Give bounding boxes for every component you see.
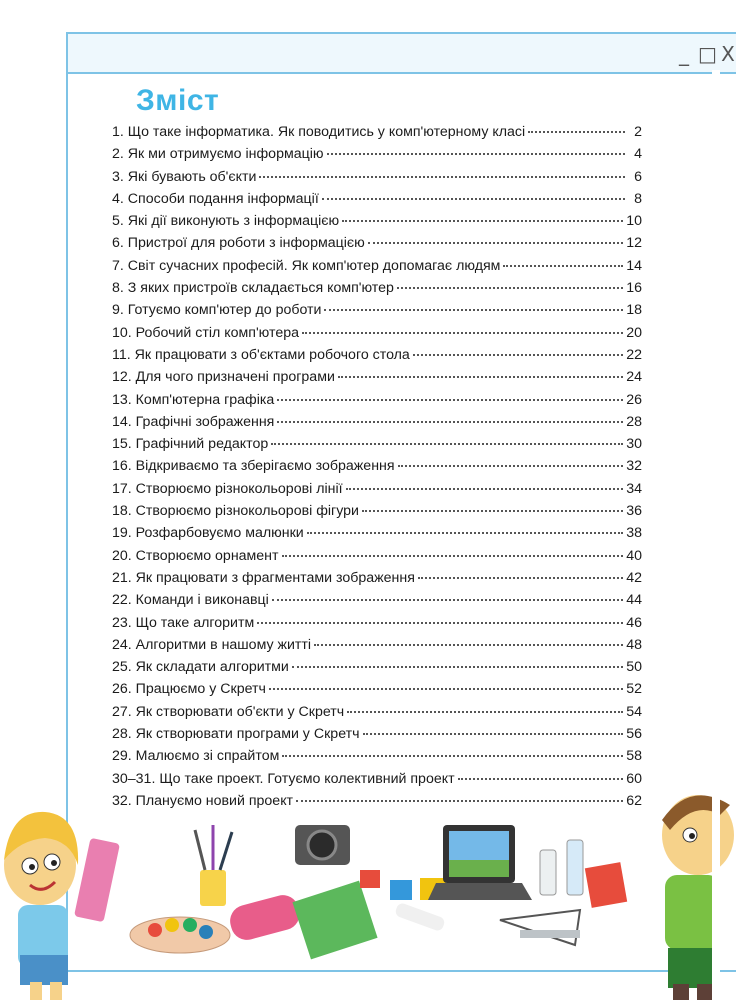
toc-entry-page: 22 — [626, 346, 642, 363]
toc-leader-dots — [322, 198, 625, 200]
minimize-icon[interactable]: _ — [679, 42, 689, 66]
illustration-strip — [0, 770, 720, 1000]
toc-entry[interactable] — [112, 121, 642, 143]
toc-entry-page: 24 — [626, 369, 642, 386]
toc-leader-dots — [314, 644, 623, 646]
toc-entry-title: 7. Світ сучасних професій. Як комп'ютер допомагає людям — [112, 257, 501, 274]
toc-entry-page: 46 — [626, 614, 642, 631]
toc-leader-dots — [503, 265, 623, 267]
toc-entry[interactable] — [112, 411, 642, 433]
toc-entry[interactable] — [112, 745, 642, 767]
table-of-contents — [112, 121, 642, 812]
toc-leader-dots — [324, 309, 623, 311]
toc-entry-page: 12 — [626, 235, 642, 252]
toc-entry[interactable] — [112, 188, 642, 210]
laptop-illustration — [428, 825, 532, 900]
toc-entry-page: 62 — [626, 792, 642, 809]
toc-entry-page: 26 — [626, 391, 642, 408]
toc-entry-title: 2. Як ми отримуємо інформацію — [112, 146, 324, 163]
toc-entry-title: 29. Малюємо зі спрайтом — [112, 748, 280, 765]
toc-entry-page: 20 — [626, 324, 642, 341]
toc-entry-title: 20. Створюємо орнамент — [112, 547, 279, 564]
toc-entry[interactable] — [112, 299, 642, 321]
toc-entry-title: 26. Працюємо у Скретч — [112, 681, 266, 698]
toc-entry-title: 4. Способи подання інформації — [112, 190, 319, 207]
toc-entry[interactable] — [112, 389, 642, 411]
toc-entry-page: 48 — [626, 636, 642, 653]
toc-leader-dots — [418, 577, 623, 579]
toc-leader-dots — [363, 733, 624, 735]
window-controls — [676, 44, 736, 64]
toc-entry[interactable] — [112, 255, 642, 277]
toc-leader-dots — [292, 666, 623, 668]
toc-entry-page: 2 — [634, 124, 642, 140]
toc-entry[interactable] — [112, 634, 642, 656]
toc-leader-dots — [528, 131, 625, 133]
toc-entry-title: 27. Як створювати об'єкти у Скретч — [112, 703, 345, 720]
toc-entry-page: 42 — [626, 569, 642, 586]
toc-entry-title: 23. Що таке алгоритм — [112, 614, 255, 631]
toc-entry[interactable] — [112, 545, 642, 567]
toc-entry[interactable] — [112, 143, 642, 165]
toc-entry-page: 34 — [626, 480, 642, 497]
toc-leader-dots — [277, 421, 623, 423]
toc-entry-page: 14 — [626, 257, 642, 274]
close-icon[interactable]: X — [721, 42, 735, 66]
toc-entry-title: 14. Графічні зображення — [112, 413, 275, 430]
page-top-margin — [0, 0, 720, 28]
toc-entry-page: 32 — [626, 458, 642, 475]
toc-entry[interactable] — [112, 277, 642, 299]
toc-leader-dots — [277, 399, 623, 401]
toc-entry-page: 28 — [626, 413, 642, 430]
toc-entry-page: 52 — [626, 681, 642, 698]
toc-entry-page: 4 — [634, 146, 642, 163]
toc-entry-page: 36 — [626, 503, 642, 520]
toc-entry[interactable] — [112, 344, 642, 366]
toc-entry-page: 58 — [626, 748, 642, 765]
toc-leader-dots — [342, 220, 623, 222]
toc-entry[interactable] — [112, 500, 642, 522]
toc-entry[interactable] — [112, 433, 642, 455]
toc-entry[interactable] — [112, 478, 642, 500]
toc-entry-page: 30 — [626, 436, 642, 453]
toc-entry[interactable] — [112, 656, 642, 678]
toc-leader-dots — [347, 711, 623, 713]
toc-entry-title: 30–31. Що таке проект. Готуємо колективний проект — [112, 770, 455, 787]
toc-entry-page: 8 — [634, 190, 642, 207]
toc-entry-page: 18 — [626, 302, 642, 319]
toc-entry-title: 13. Комп'ютерна графіка — [112, 391, 275, 408]
toc-entry-title: 18. Створюємо різнокольорові фігури — [112, 503, 359, 520]
toc-entry-title: 6. Пристрої для роботи з інформацією — [112, 235, 365, 252]
toc-entry-page: 54 — [626, 703, 642, 720]
toc-entry-title: 24. Алгоритми в нашому житті — [112, 636, 312, 653]
toc-leader-dots — [282, 755, 623, 757]
toc-entry-title: 12. Для чого призначені програми — [112, 369, 335, 386]
toc-entry[interactable] — [112, 723, 642, 745]
toc-entry[interactable] — [112, 701, 642, 723]
girl-illustration — [4, 812, 120, 1000]
toc-entry[interactable] — [112, 612, 642, 634]
toc-entry[interactable] — [112, 567, 642, 589]
toc-entry-page: 10 — [626, 213, 642, 230]
toc-entry-page: 16 — [626, 280, 642, 297]
toc-entry-title: 5. Які дії виконують з інформацією — [112, 213, 340, 230]
toc-entry-page: 60 — [626, 770, 642, 787]
toc-leader-dots — [302, 332, 623, 334]
toc-entry-title: 11. Як працювати з об'єктами робочого стола — [112, 346, 410, 363]
art-supplies-illustration — [130, 825, 446, 959]
toc-entry-page: 44 — [626, 592, 642, 609]
maximize-icon[interactable]: □ — [698, 42, 717, 66]
toc-entry-title: 8. З яких пристроїв складається комп'ютер — [112, 280, 394, 297]
toc-entry-title: 19. Розфарбовуємо малюнки — [112, 525, 304, 542]
toc-leader-dots — [362, 510, 623, 512]
toc-leader-dots — [257, 622, 623, 624]
toc-entry[interactable] — [112, 678, 642, 700]
toc-leader-dots — [338, 376, 623, 378]
toc-entry-title: 9. Готуємо комп'ютер до роботи — [112, 302, 322, 319]
toc-entry[interactable] — [112, 232, 642, 254]
page-right-edge — [712, 70, 720, 1000]
toc-entry[interactable] — [112, 166, 642, 188]
toc-entry[interactable] — [112, 366, 642, 388]
toc-entry-page: 50 — [626, 659, 642, 676]
toc-entry-page: 40 — [626, 547, 642, 564]
toc-entry-title: 32. Плануємо новий проект — [112, 792, 294, 809]
toc-leader-dots — [346, 488, 624, 490]
toc-entry-title: 16. Відкриваємо та зберігаємо зображення — [112, 458, 395, 475]
toc-leader-dots — [259, 176, 625, 178]
toc-entry-title: 21. Як працювати з фрагментами зображення — [112, 569, 415, 586]
toc-entry-title: 25. Як складати алгоритми — [112, 659, 289, 676]
toc-entry-page: 6 — [634, 168, 642, 185]
toc-entry-page: 38 — [626, 525, 642, 542]
toc-entry-title: 22. Команди і виконавці — [112, 592, 269, 609]
toc-entry-title: 28. Як створювати програми у Скретч — [112, 726, 360, 743]
toc-entry-title: 17. Створюємо різнокольорові лінії — [112, 480, 343, 497]
toc-leader-dots — [368, 242, 623, 244]
toc-leader-dots — [327, 153, 625, 155]
toc-entry[interactable] — [112, 589, 642, 611]
toc-leader-dots — [397, 287, 623, 289]
toc-entry[interactable] — [112, 210, 642, 232]
toc-entry[interactable] — [112, 322, 642, 344]
toc-leader-dots — [272, 599, 623, 601]
toc-entry-title: 1. Що таке інформатика. Як поводитись у комп'ютерному класі — [112, 124, 526, 140]
toc-leader-dots — [307, 532, 623, 534]
toc-entry-title: 10. Робочий стіл комп'ютера — [112, 324, 299, 341]
toc-entry[interactable] — [112, 455, 642, 477]
toc-entry-title: 15. Графічний редактор — [112, 436, 269, 453]
window-title-bar — [68, 34, 736, 74]
page-title: Зміст — [136, 84, 220, 117]
toc-leader-dots — [413, 354, 623, 356]
toc-entry-title: 3. Які бувають об'єкти — [112, 168, 257, 185]
toc-leader-dots — [282, 555, 624, 557]
toc-entry-page: 56 — [626, 726, 642, 743]
toc-leader-dots — [271, 443, 623, 445]
toc-entry[interactable] — [112, 522, 642, 544]
toc-leader-dots — [398, 465, 624, 467]
toc-leader-dots — [269, 688, 623, 690]
